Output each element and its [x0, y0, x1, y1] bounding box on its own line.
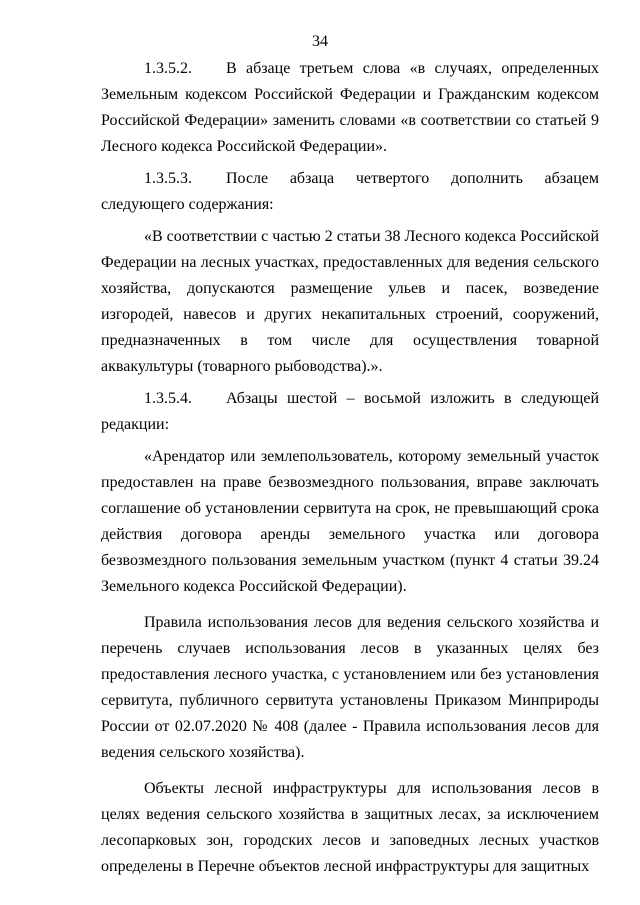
quoted-paragraph-servitude: «Арендатор или землепользователь, которому земельный участок предоставлен на праве безвозмездного пользования, вправе заключать соглашение об установлении сервитута на срок, не превышающий срока действия договора аренды земельного участка или договора безвозмездного пользования земельным участком (пункт 4 статьи 39.24 Земельного кодекса Российской Федерации). [101, 448, 599, 595]
paragraph-1-3-5-2 [101, 56, 599, 160]
paragraph-1-3-5-4 [101, 386, 599, 438]
paragraph-text: Абзацы шестой – восьмой изложить в следующей редакции: [101, 390, 599, 433]
paragraph-forest-infrastructure: Объекты лесной инфраструктуры для использования лесов в целях ведения сельского хозяйства в защитных лесах, за исключением лесопарковых зон, городских лесов и заповедных лесных участков определены в Перечне объектов лесной инфраструктуры для защитных [101, 780, 599, 875]
paragraph-text: В абзаце третьем слова «в случаях, определенных Земельным кодексом Российской Федерации и Гражданским кодексом Российской Федерации» заменить словами «в соответствии со статьей 9 Лесного кодекса Российской Федерации». [101, 60, 599, 155]
clause-number: 1.3.5.3. [144, 170, 192, 187]
paragraph-text: После абзаца четвертого дополнить абзацем следующего содержания: [101, 170, 599, 213]
document-body [101, 56, 599, 880]
paragraph-1-3-5-3 [101, 166, 599, 218]
clause-number: 1.3.5.4. [144, 390, 192, 407]
quoted-paragraph-aquaculture: «В соответствии с частью 2 статьи 38 Лесного кодекса Российской Федерации на лесных участках, предоставленных для ведения сельского хозяйства, допускаются размещение ульев и пасек, возведение изгородей, навесов и других некапитальных строений, сооружений, предназначенных в том числе для осуществления товарной аквакультуры (товарного рыбоводства).». [101, 228, 599, 375]
page-number: 34 [312, 33, 328, 50]
clause-number: 1.3.5.2. [144, 60, 192, 77]
paragraph-forest-use-rules: Правила использования лесов для ведения сельского хозяйства и перечень случаев использования лесов в указанных целях без предоставления лесного участка, с установлением или без установления сервитута, публичного сервитута установлены Приказом Минприроды России от 02.07.2020 № 408 (далее - Правила использования лесов для ведения сельского хозяйства). [101, 614, 599, 761]
